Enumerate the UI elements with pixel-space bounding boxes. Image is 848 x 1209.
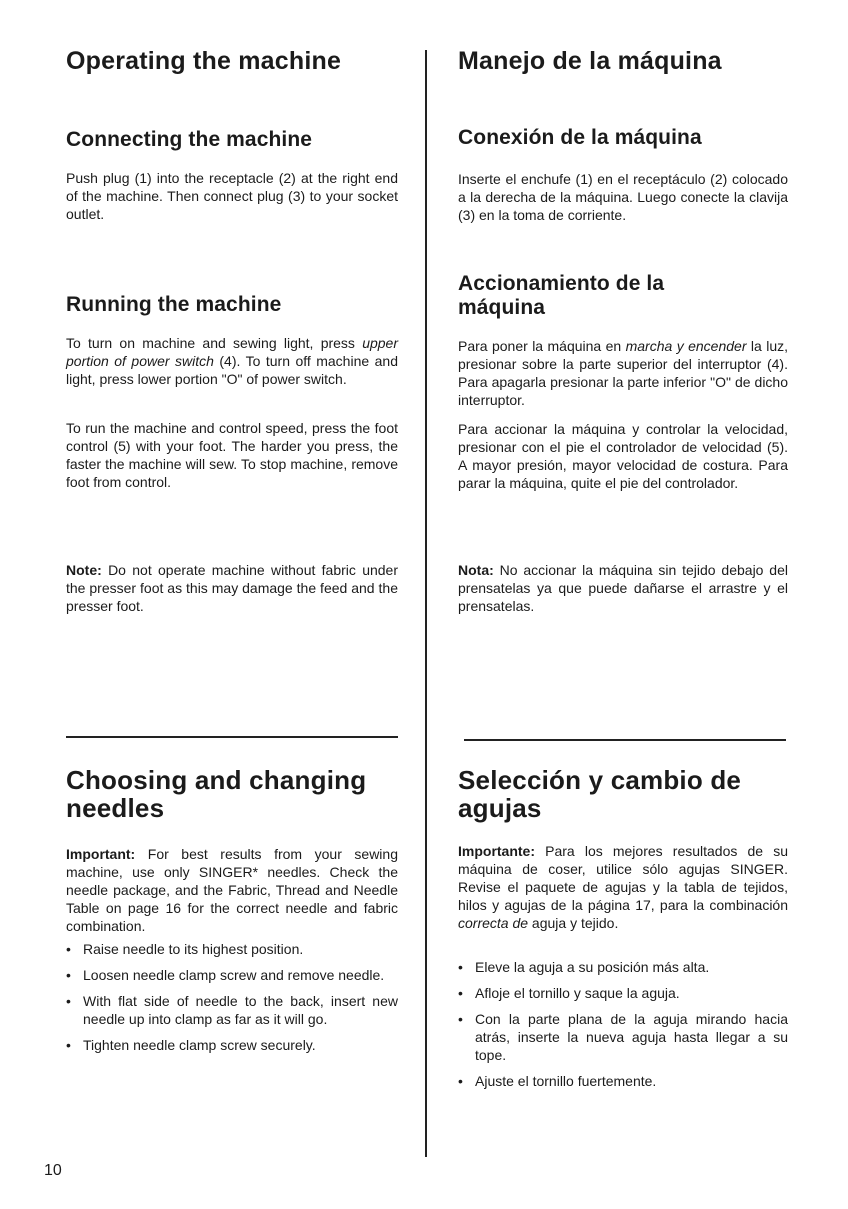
connecting-heading-en: Connecting the machine (66, 128, 313, 151)
note-en: Note: Do not operate machine without fabric under the presser foot as this may damage the feed and the presser foot. (66, 562, 398, 614)
running-para2-es: Para accionar la máquina y controlar la velocidad, presionar con el pie el controlador de velocidad (5). A mayor presión, mayor velocidad de costura. Para parar la máquina, quite el pie del controlador. (458, 421, 788, 491)
page-title-es: Manejo de la máquina (458, 47, 722, 75)
list-item: • Raise needle to its highest position. (66, 940, 398, 958)
page-number: 10 (44, 1162, 62, 1179)
list-item: • With flat side of needle to the back, insert new needle up into clamp as far as it will go. (66, 992, 398, 1028)
note-es: Nota: No accionar la máquina sin tejido debajo del prensatelas ya que puede dañarse el arrastre y el prensatelas. (458, 562, 788, 614)
column-divider (425, 50, 427, 1157)
running-heading-es: Accionamiento de la máquina (458, 272, 665, 319)
running-para2-en: To run the machine and control speed, press the foot control (5) with your foot. The harder you press, the faster the machine will sew. To stop machine, remove foot from control. (66, 420, 398, 490)
note-label-es: Nota: (458, 562, 494, 578)
needles-important-es: Importante: Para los mejores resultados de su máquina de coser, utilice sólo agujas SINGER. Revise el paquete de agujas y la tabla de tejidos, hilos y agujas de la página 17, para la combinación correcta de aguja y tejido. (458, 843, 788, 931)
list-item: • Afloje el tornillo y saque la aguja. (458, 984, 788, 1002)
list-item: • Tighten needle clamp screw securely. (66, 1036, 398, 1054)
needles-important-en: Important: For best results from your sewing machine, use only SINGER* needles. Check the needle package, and the Fabric, Thread and Needle Table on page 16 for the correct needle and fabric combination. (66, 846, 398, 934)
running-para1-es: Para poner la máquina en marcha y encender la luz, presionar sobre la parte superior del interruptor (4). Para apagarla presionar la parte inferior "O" de dicho interruptor. (458, 338, 789, 408)
list-item: • Eleve la aguja a su posición más alta. (458, 958, 788, 976)
power-switch-emphasis: upper portion of power switch (66, 335, 398, 369)
list-item: • Loosen needle clamp screw and remove needle. (66, 966, 398, 984)
list-item: • Ajuste el tornillo fuertemente. (458, 1072, 788, 1090)
connecting-heading-es: Conexión de la máquina (458, 126, 702, 149)
needle-steps-es (458, 958, 788, 1098)
important-label-en: Important: (66, 846, 136, 862)
needles-heading-en: Choosing and changing needles (66, 765, 367, 823)
running-para1-en: To turn on machine and sewing light, press upper portion of power switch (4). To turn off machine and light, press lower portion "O" of power switch. (66, 335, 398, 387)
needles-heading-es: Selección y cambio de agujas (458, 765, 742, 823)
section-rule-en (66, 736, 398, 738)
page-title-en: Operating the machine (66, 47, 342, 75)
connecting-text-es: Inserte el enchufe (1) en el receptáculo (2) colocado a la derecha de la máquina. Luego conecte la clavija (3) en la toma de corriente. (458, 171, 788, 223)
note-label-en: Note: (66, 562, 102, 578)
power-switch-emphasis-es: marcha y encender (625, 338, 747, 354)
section-rule-es (464, 739, 786, 741)
needle-steps-en (66, 940, 398, 1062)
connecting-text-en: Push plug (1) into the receptacle (2) at the right end of the machine. Then connect plug (3) to your socket outlet. (66, 170, 398, 222)
running-heading-en: Running the machine (66, 293, 282, 316)
important-label-es: Importante: (458, 843, 535, 859)
list-item: • Con la parte plana de la aguja mirando hacia atrás, inserte la nueva aguja hasta llegar a su tope. (458, 1010, 788, 1064)
